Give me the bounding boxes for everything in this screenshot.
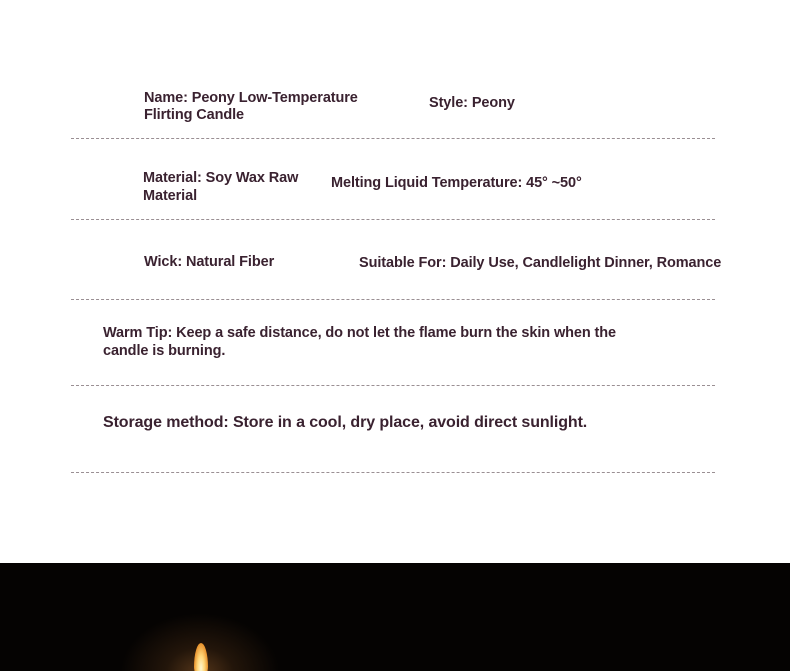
name-line-1: Name: Peony Low-Temperature: [144, 90, 358, 106]
storage-method: Storage method: Store in a cool, dry place, avoid direct sunlight.: [103, 414, 588, 431]
divider-2: [71, 219, 715, 220]
warm-tip-line-1: Warm Tip: Keep a safe distance, do not let the flame burn the skin when the: [103, 325, 616, 341]
candle-photo: [0, 563, 790, 671]
style-label: Style: Peony: [429, 95, 515, 111]
divider-1: [71, 138, 715, 139]
divider-3: [71, 299, 715, 300]
divider-4: [71, 385, 715, 386]
wick-label: Wick: Natural Fiber: [144, 254, 275, 270]
melting-temperature: Melting Liquid Temperature: 45° ~50°: [331, 175, 582, 191]
name-line-2: Flirting Candle: [144, 107, 245, 123]
material-line-2: Material: [143, 188, 197, 204]
material-line-1: Material: Soy Wax Raw: [143, 170, 299, 186]
divider-5: [71, 472, 715, 473]
warm-tip-line-2: candle is burning.: [103, 343, 226, 359]
suitable-for: Suitable For: Daily Use, Candlelight Dinner, Romance: [359, 255, 722, 271]
